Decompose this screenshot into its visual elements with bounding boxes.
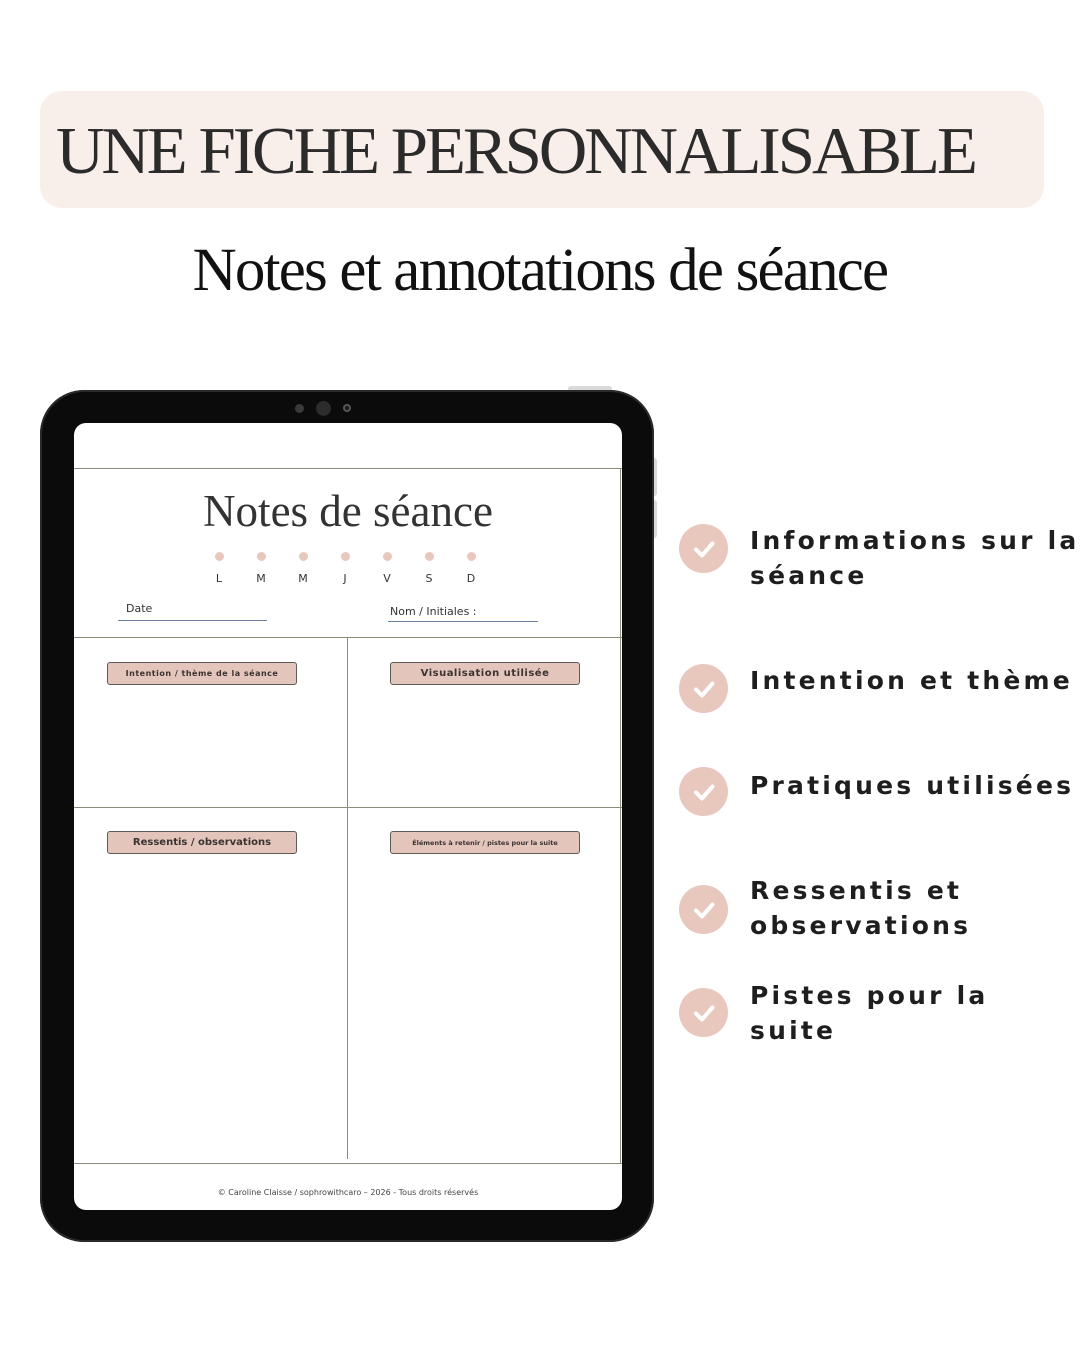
- feature-label: Pistes pour la suite: [750, 981, 989, 1045]
- feature-item-ressentis: [679, 872, 1079, 952]
- feature-item-pistes: [679, 977, 1079, 1057]
- day-dot-7[interactable]: [467, 552, 476, 561]
- day-dot-2[interactable]: [257, 552, 266, 561]
- day-dot-3[interactable]: [299, 552, 308, 561]
- feature-item-informations: [679, 522, 1079, 602]
- check-circle-icon: [679, 988, 728, 1037]
- day-label-3: M: [298, 572, 308, 585]
- page-subtitle: Notes et annotations de séance: [192, 237, 888, 304]
- day-label-2: M: [256, 572, 266, 585]
- sheet-top-rule: [74, 468, 622, 469]
- ressentis-tag: Ressentis / observations: [107, 831, 297, 854]
- feature-item-pratiques: [679, 765, 1079, 825]
- section-divider-middle: [74, 807, 622, 808]
- page-title: UNE FICHE PERSONNALISABLE: [56, 114, 975, 188]
- elements-retenir-tag: Éléments à retenir / pistes pour la suite: [390, 831, 580, 854]
- feature-item-intention: [679, 662, 1079, 722]
- check-circle-icon: [679, 767, 728, 816]
- day-label-7: D: [466, 572, 476, 585]
- camera-sensor: [343, 404, 351, 412]
- check-circle-icon: [679, 524, 728, 573]
- feature-label: Pratiques utilisées: [750, 771, 1075, 800]
- camera-dot-left: [295, 404, 304, 413]
- day-label-6: S: [425, 572, 433, 585]
- feature-label: Ressentis et observations: [750, 876, 972, 940]
- day-dot-5[interactable]: [383, 552, 392, 561]
- name-field[interactable]: [388, 621, 538, 622]
- section-divider-top: [74, 637, 622, 638]
- camera-lens: [316, 401, 331, 416]
- sheet-right-rule: [620, 468, 621, 1163]
- intention-theme-tag: Intention / thème de la séance: [107, 662, 297, 685]
- name-label: Nom / Initiales :: [390, 605, 477, 618]
- section-divider-vertical: [347, 637, 348, 1159]
- day-label-5: V: [383, 572, 391, 585]
- visualisation-tag: Visualisation utilisée: [390, 662, 580, 685]
- feature-label: Intention et thème: [750, 666, 1073, 695]
- day-dot-6[interactable]: [425, 552, 434, 561]
- feature-label: Informations sur la séance: [750, 526, 1080, 590]
- section-divider-bottom: [74, 1163, 622, 1164]
- day-label-4: J: [343, 572, 347, 585]
- day-dot-4[interactable]: [341, 552, 350, 561]
- sheet-title: Notes de séance: [203, 486, 493, 536]
- day-label-1: L: [215, 572, 223, 585]
- check-circle-icon: [679, 885, 728, 934]
- date-field[interactable]: [118, 620, 267, 621]
- day-dot-1[interactable]: [215, 552, 224, 561]
- copyright-footer: © Caroline Claisse / sophrowithcaro – 2026 - Tous droits réservés: [217, 1188, 479, 1197]
- date-label: Date: [126, 602, 153, 615]
- check-circle-icon: [679, 664, 728, 713]
- tablet-screen: [74, 423, 622, 1210]
